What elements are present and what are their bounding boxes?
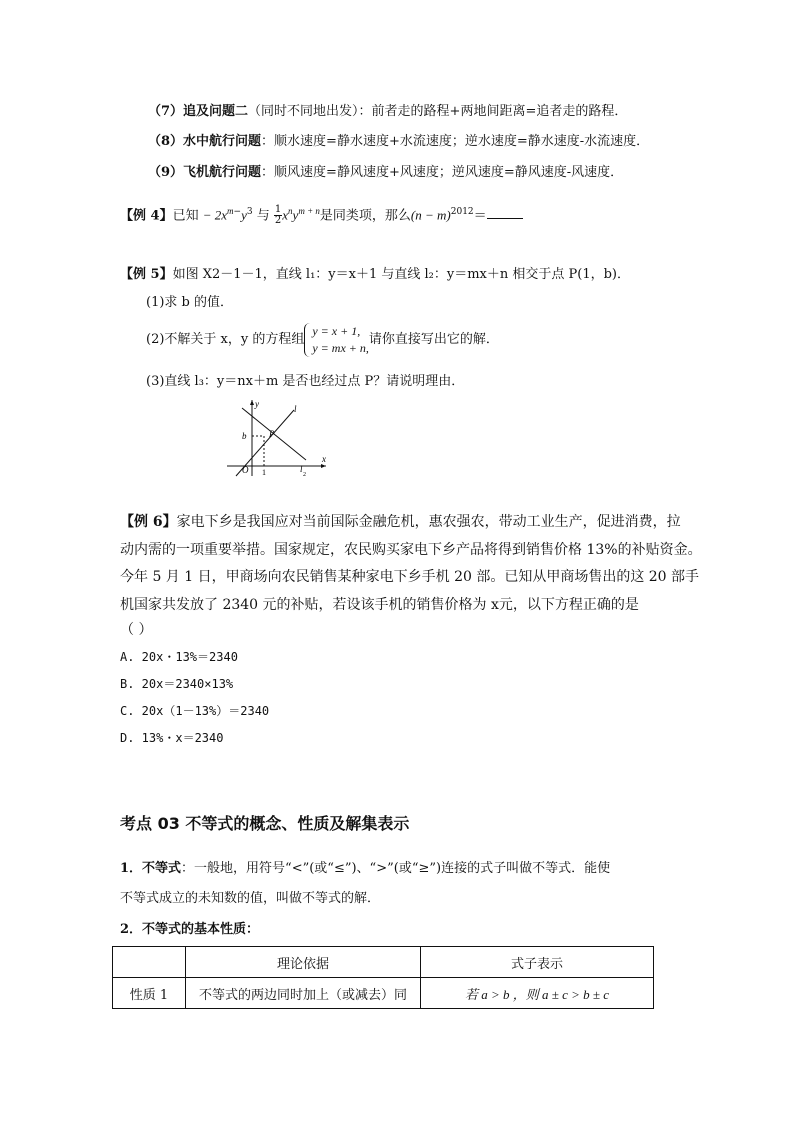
example-4-expr: (n − m): [410, 207, 451, 223]
example-4-term2: x: [282, 207, 289, 223]
item-9-text: ：顺风速度=静风速度+风速度；逆风速度=静风速度-风速度．: [261, 165, 624, 180]
example-4-exp2: n: [288, 206, 293, 216]
option-a: A. 20x・13%＝2340: [120, 650, 238, 664]
example-6-line-5: （ ）: [120, 622, 153, 638]
example-4-with: 与: [256, 208, 270, 224]
example-4-y1: y: [241, 207, 247, 223]
item-8: [148, 133, 649, 151]
table-header-cell: 式子表示: [421, 947, 654, 978]
section-paragraph-1b: 不等式成立的未知数的值，叫做不等式的解．: [120, 891, 381, 906]
example-5-intro-line: [120, 266, 630, 284]
example-4-y2: y: [292, 207, 299, 223]
l1-label: l: [294, 404, 297, 414]
table-header-cell: 理论依据: [186, 947, 421, 978]
item-7: [148, 103, 627, 121]
l2-subscript: 2: [303, 472, 306, 478]
tick-1-label: 1: [262, 468, 266, 477]
point-p-label: P: [269, 429, 275, 439]
example-5-q1: (1)求 b 的值．: [146, 295, 234, 310]
y-axis-label: y: [255, 399, 259, 409]
example-4-exp2b: m + n: [298, 206, 320, 216]
section-paragraph-2: 2．不等式的基本性质：: [120, 922, 260, 937]
example-5-intro: 如图 X2－1－1，直线 l₁：y＝x＋1 与直线 l₂：y＝mx＋n 相交于点 P(1，b)．: [172, 267, 630, 282]
brace-icon: [304, 323, 311, 357]
l2-label: l: [300, 464, 303, 474]
table-row: [113, 978, 654, 1009]
section-p1-label: 1．不等式: [120, 861, 182, 876]
example-5-q2-post: 请你直接写出它的解．: [368, 332, 499, 347]
item-8-text: ：顺水速度=静水速度+水流速度；逆水速度=静水速度-水流速度．: [261, 134, 650, 149]
system-line-1: y = x + 1,: [312, 323, 361, 338]
properties-table: [112, 946, 654, 1009]
system-line-2: y = mx + n,: [312, 340, 369, 355]
option-b: B. 20x＝2340×13%: [120, 677, 234, 691]
example-6-line-2: 动内需的一项重要举措。国家规定，农民购买家电下乡产品将得到销售价格 13%的补贴资金。: [120, 542, 702, 558]
example-6-text-1: 家电下乡是我国应对当前国际金融危机，惠农强农，带动工业生产，促进消费，拉: [176, 514, 681, 530]
example-4-mid1: −: [233, 207, 242, 217]
section-paragraph-1: [120, 860, 610, 878]
option-d: D. 13%・x＝2340: [120, 731, 224, 745]
answer-blank: [487, 206, 523, 219]
fraction-denominator: 2: [274, 215, 282, 227]
example-5-q2-pre: (2)不解关于 x，y 的方程组: [146, 332, 305, 347]
example-4-exp1: m: [227, 206, 234, 216]
example-5-tag: 【例 5】: [120, 267, 173, 282]
b-label: b: [242, 431, 247, 441]
example-4-fraction: [274, 205, 282, 226]
option-c: C. 20x（1－13%）＝2340: [120, 704, 270, 718]
y-axis-arrow-icon: [250, 400, 254, 405]
table-cell: 不等式的两边同时加上（或减去）同: [186, 978, 421, 1009]
item-9: [148, 164, 623, 182]
example-6-line-1: [120, 509, 681, 535]
item-7-text: （同时不同地出发）：前者走的路程+两地间距离=追者走的路程．: [248, 104, 628, 119]
origin-label: O: [242, 465, 249, 475]
table-header-row: [113, 947, 654, 978]
table-header-cell: [113, 947, 186, 978]
example-5-q3: (3)直线 l₃：y＝nx＋m 是否也经过点 P？请说明理由．: [146, 374, 465, 389]
table-cell: 性质 1: [113, 978, 186, 1009]
line-graph-figure: [222, 398, 334, 478]
example-6-line-3: 今年 5 月 1 日，甲商场向农民销售某种家电下乡手机 20 部。已知从甲商场售出的这 20 部手: [120, 569, 700, 585]
fraction-numerator: 1: [274, 204, 282, 216]
example-4-pre: 已知: [172, 208, 199, 224]
example-4-tag: 【例 4】: [120, 208, 173, 224]
example-4-eq: ＝: [473, 208, 487, 224]
example-6-line-4: 机国家共发放了 2340 元的补贴，若设该手机的销售价格为 x元，以下方程正确的是: [120, 597, 639, 613]
item-9-label: （9）飞机航行问题: [148, 165, 262, 180]
section-heading: 考点 03 不等式的概念、性质及解集表示: [120, 814, 410, 833]
example-5-q2: [146, 322, 499, 358]
section-p1-text: ：一般地，用符号“<”(或“≤”)、“>”(或“≥”)连接的式子叫做不等式．能使: [181, 861, 611, 876]
item-8-label: （8）水中航行问题: [148, 134, 262, 149]
example-4-post: 是同类项，那么: [319, 208, 411, 224]
equation-system: [304, 323, 369, 357]
table-cell: 若 a > b ，则 a ± c > b ± c: [421, 978, 654, 1009]
example-6-tag: 【例 6】: [120, 514, 177, 530]
x-axis-label: x: [322, 454, 326, 464]
example-4-exp3: 2012: [450, 207, 474, 217]
item-7-label: （7）追及问题二: [148, 104, 249, 119]
example-4-term1: − 2x: [202, 207, 228, 223]
example-4: [120, 196, 523, 231]
x-axis-arrow-icon: [321, 464, 326, 468]
example-4-exp1b: 3: [246, 207, 253, 217]
